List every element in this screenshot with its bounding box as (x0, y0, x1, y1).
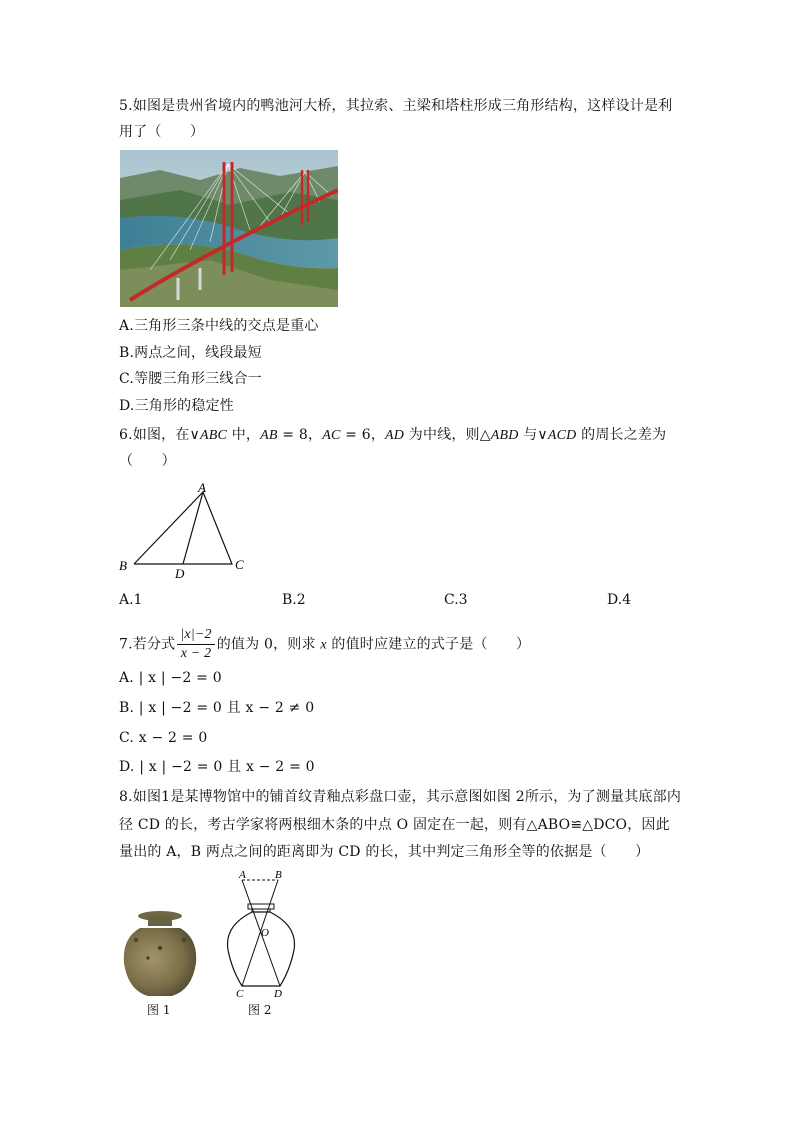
q8-stem-line1: 8.如图1是某博物馆中的铺首纹青釉点彩盘口壶，其示意图如图 2所示，为了测量其底部内 (119, 789, 682, 805)
label-d: D (175, 566, 185, 581)
jar-photo (118, 908, 202, 1000)
bridge-photo (120, 150, 338, 307)
q5-stem-line2: 用了（ ） (119, 124, 205, 140)
q5-option-b: B.两点之间，线段最短 (119, 345, 262, 361)
q5-option-a: A.三角形三条中线的交点是重心 (119, 318, 319, 334)
fig2-caption: 图 2 (248, 1003, 272, 1017)
fig2-label-d: D (274, 988, 282, 1000)
q5-option-c: C.等腰三角形三线合一 (119, 371, 262, 387)
fig2-label-b: B (275, 869, 282, 881)
triangle-abc-figure (114, 478, 254, 582)
fig2-label-c: C (236, 988, 244, 1000)
q7-option-c: C. x − 2 = 0 (119, 730, 208, 746)
q6-option-d: D.4 (607, 592, 632, 608)
q5-option-d: D.三角形的稳定性 (119, 398, 234, 414)
fig2-label-a: A (239, 869, 246, 881)
q6-stem-line1: 6.如图，在∨ABC 中，AB = 8，AC = 6，AD 为中线，则△ABD 与∨ACD 的周长之差为 (119, 427, 667, 443)
q6-option-b: B.2 (282, 592, 306, 608)
vase-diagram (222, 866, 302, 1000)
q6-option-a: A.1 (119, 592, 143, 608)
q7-fraction: $\frac{|x|-2}{x - 2}$ (177, 626, 214, 663)
label-a: A (198, 480, 206, 495)
label-c: C (235, 557, 244, 572)
q7-stem: 7.若分式 $\frac{|x|-2}{x - 2}$ 的值为 0，则求 x 的值时应建立的式子是（ ） (119, 627, 531, 661)
q7-option-b: B. | x | −2 = 0 且 x − 2 ≠ 0 (119, 700, 315, 716)
fig1-caption: 图 1 (147, 1003, 171, 1017)
q5-stem-line1: 5.如图是贵州省境内的鸭池河大桥，其拉索、主梁和塔柱形成三角形结构，这样设计是利 (119, 98, 673, 114)
q8-stem-line3: 量出的 A，B 两点之间的距离即为 CD 的长，其中判定三角形全等的依据是（ ） (119, 844, 650, 860)
q6-option-c: C.3 (444, 592, 468, 608)
q8-stem-line2: 径 CD 的长，考古学家将两根细木条的中点 O 固定在一起，则有△ABO≌△DCO，因此 (119, 817, 670, 833)
label-b: B (119, 558, 127, 573)
q7-option-a: A. | x | −2 = 0 (119, 670, 222, 686)
fig2-label-o: O (261, 927, 269, 939)
q6-stem-line2: （ ） (119, 453, 176, 469)
q7-option-d: D. | x | −2 = 0 且 x − 2 = 0 (119, 759, 315, 775)
